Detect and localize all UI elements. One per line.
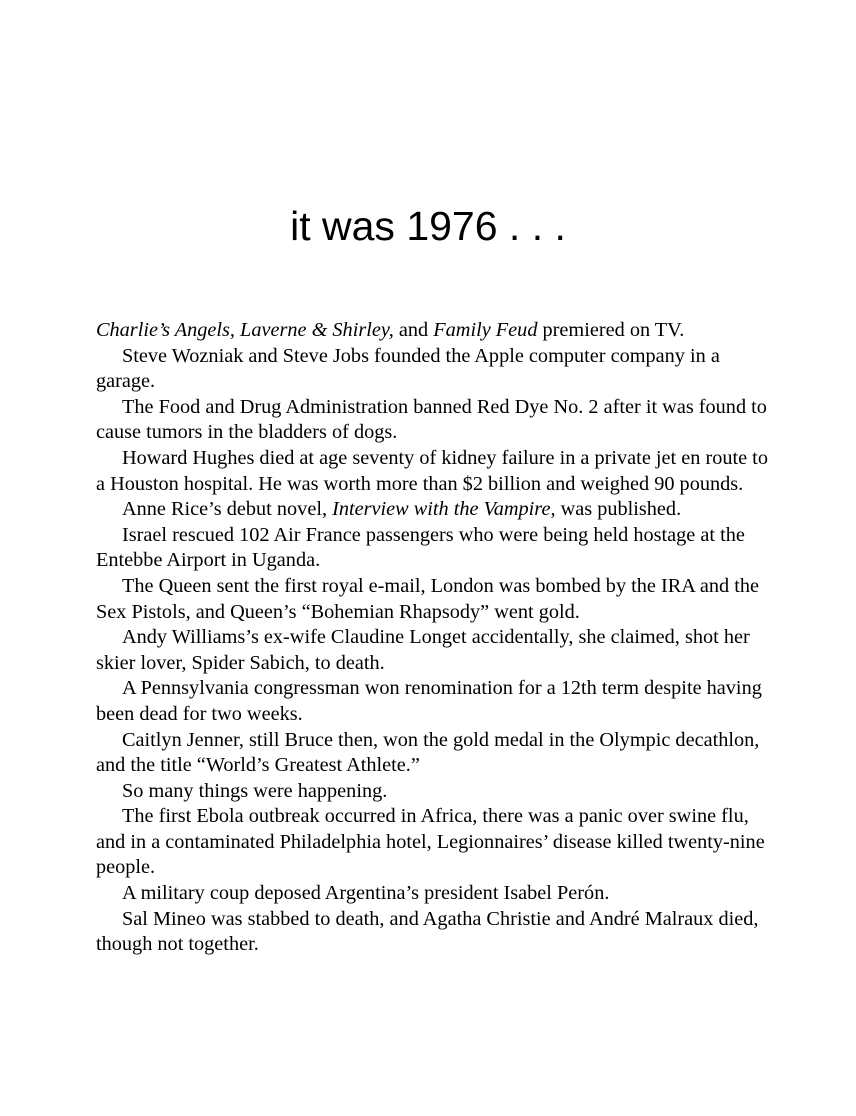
body-paragraph [96, 907, 768, 958]
body-paragraph [96, 625, 768, 676]
paragraph-text: Caitlyn Jenner, still Bruce then, won the gold medal in the Olympic decathlon, and the title “World’s Greatest Athlete.” [96, 728, 760, 777]
body-paragraph [96, 676, 768, 727]
paragraph-text: Howard Hughes died at age seventy of kidney failure in a private jet en route to a Houston hospital. He was worth more than $2 billion and weighed 90 pounds. [96, 446, 768, 495]
body-paragraph [96, 728, 768, 779]
body-paragraph [96, 344, 768, 395]
body-paragraph [96, 804, 768, 881]
paragraph-text: Steve Wozniak and Steve Jobs founded the Apple computer company in a garage. [96, 344, 720, 393]
body-paragraph [96, 881, 768, 907]
paragraph-text: Israel rescued 102 Air France passengers who were being held hostage at the Entebbe Airport in Uganda. [96, 523, 745, 572]
italic-title-text: Interview with the Vampire [332, 498, 551, 521]
paragraph-text: A Pennsylvania congressman won renomination for a 12th term despite having been dead for two weeks. [96, 677, 762, 725]
paragraph-text: and [393, 319, 434, 341]
paragraph-text: Andy Williams’s ex-wife Claudine Longet accidentally, she claimed, shot her skier lover, Spider Sabich, to death. [96, 626, 750, 674]
body-paragraph [96, 395, 768, 446]
italic-title-text: Family Feud [433, 319, 538, 341]
paragraph-text: So many things were happening. [122, 779, 388, 802]
paragraph-text: The Queen sent the first royal e-mail, London was bombed by the IRA and the Sex Pistols, and Queen’s “Bohemian Rhapsody” went gold. [96, 574, 760, 623]
paragraph-text: The first Ebola outbreak occurred in Africa, there was a panic over swine flu, and in a contaminated Philadelphia hotel, Legionnaires’ disease killed twenty-nine people. [96, 805, 765, 879]
body-paragraph [96, 779, 768, 805]
paragraph-text: Sal Mineo was stabbed to death, and Agatha Christie and André Malraux died, though not together. [96, 907, 759, 956]
body-paragraph [96, 497, 768, 523]
body-paragraph [96, 574, 768, 625]
paragraph-text: A military coup deposed Argentina’s president Isabel Perón. [122, 882, 610, 905]
body-paragraph [96, 446, 768, 497]
paragraph-text: , was published. [550, 498, 682, 521]
chapter-body [96, 318, 768, 958]
italic-title-text: Charlie’s Angels, Laverne & Shirley, [96, 319, 394, 341]
body-paragraph [96, 523, 768, 574]
chapter-title: it was 1976 . . . [290, 203, 566, 249]
paragraph-text: Anne Rice’s debut novel, [122, 498, 333, 521]
paragraph-text: premiered on TV. [537, 319, 685, 341]
paragraph-text: The Food and Drug Administration banned Red Dye No. 2 after it was found to cause tumors in the bladders of dogs. [96, 395, 767, 444]
body-paragraph [96, 318, 768, 344]
